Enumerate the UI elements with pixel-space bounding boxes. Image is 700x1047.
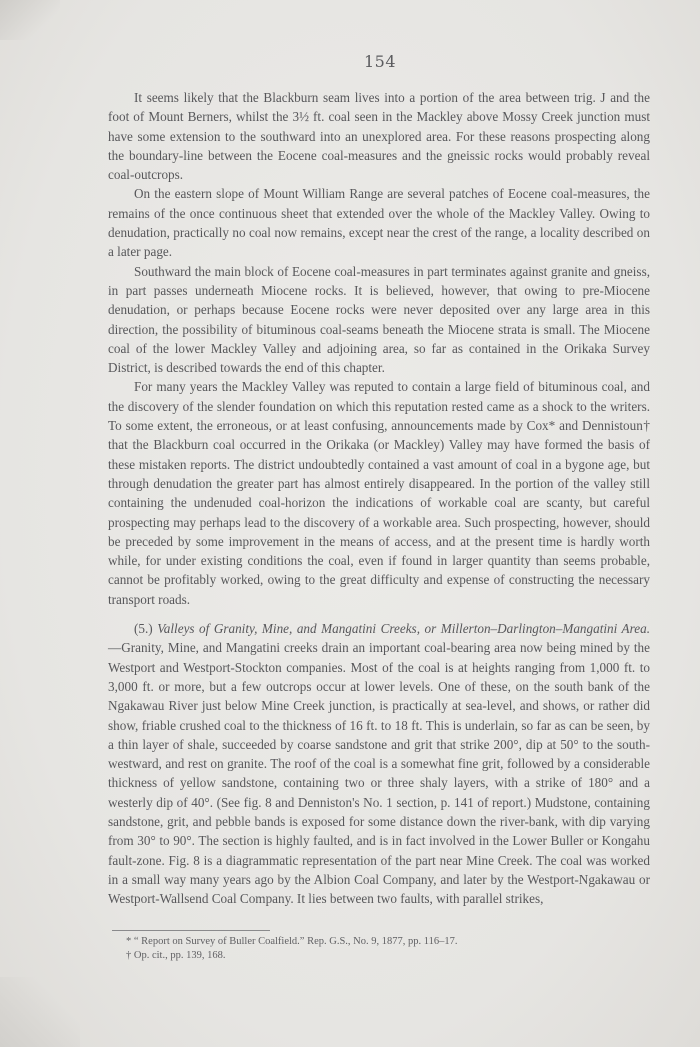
section-paragraph bbox=[108, 619, 650, 908]
footnote: * “ Report on Survey of Buller Coalfield.” Rep. G.S., No. 9, 1877, pp. 116–17. bbox=[126, 936, 458, 947]
section-text: Granity, Mine, and Mangatini creeks drain an important coal-bearing area now being mined by the Westport and Westport-Stockton companies. Most of the coal is at heights ranging from 1,000 ft. to 3,000 ft. or more, but a few outcrops occur at lower levels. One of these, on the south bank of the Ngakawau River just below Mine Creek junction, is practically at sea-level, and shows, or rather did show, friable crushed coal to the thickness of 16 ft. to 18 ft. This is underlain, so far as can be seen, by a thin layer of shale, succeeded by coarse sandstone and grit that strike 200°, dip at 50° to the south-westward, and rest on granite. The roof of the coal is a somewhat fine grit, followed by a considerable thickness of yellow sandstone, containing two or three shaly layers, with a strike of 180° and a westerly dip of 40°. (See fig. 8 and Denniston's No. 1 section, p. 141 of report.) Mudstone, containing sandstone, grit, and pebble bands is exposed for some distance down the river-bank, with dip varying from 30° to 90°. The section is highly faulted, and is in fact involved in the Lower Buller or Kongahu fault-zone. Fig. 8 is a diagrammatic representation of the part near Mine Creek. The coal was worked in a small way many years ago by the Albion Coal Company, and later by the Westport-Ngakawau or Westport-Wallsend Coal Company. It lies between two faults, with parallel strikes, bbox=[108, 640, 650, 907]
paragraph: It seems likely that the Blackburn seam lives into a portion of the area between trig. J and the foot of Mount Berners, whilst the 3½ ft. coal seen in the Mackley above Mossy Creek junction must have some extension to the southward into an unexplored area. For these reasons prospecting along the boundary-line between the Eocene coal-measures and the gneissic rocks would probably reveal coal-outcrops. bbox=[108, 90, 650, 183]
paragraph: Southward the main block of Eocene coal-measures in part terminates against granite and gneiss, in part passes underneath Miocene rocks. It is believed, however, that owing to pre-Miocene denudation, or perhaps because Eocene rocks were never deposited over any large area in this direction, the possibility of bituminous coal-seams beneath the Miocene strata is small. The Miocene coal of the lower Mackley Valley and adjoining area, so far as contained in the Orikaka Survey District, is described towards the end of this chapter. bbox=[108, 263, 650, 376]
footnote: † Op. cit., pp. 139, 168. bbox=[126, 950, 226, 961]
body-text bbox=[108, 88, 650, 908]
section-heading: Valleys of Granity, Mine, and Mangatini Creeks, or Millerton–Darlington–Mangatini Area. bbox=[157, 621, 651, 637]
page-corner-shadow bbox=[0, 977, 80, 1047]
section-dash: — bbox=[108, 640, 122, 656]
section-number: (5.) bbox=[134, 621, 153, 637]
footnotes bbox=[126, 935, 626, 963]
footnote-divider bbox=[112, 930, 270, 931]
paragraph: For many years the Mackley Valley was reputed to contain a large field of bituminous coal, and the discovery of the slender foundation on which this reputation rested came as a shock to the writers. To some extent, the erroneous, or at least confusing, announcements made by Cox* and Dennistoun† that the Blackburn coal occurred in the Orikaka (or Mackley) Valley may have formed the basis of these mistaken reports. The district undoubtedly contained a vast amount of coal in a bygone age, but through denudation the greater part has almost entirely disappeared. In the portion of the valley still containing the undenuded coal-horizon the indications of workable coal are scanty, but careful prospecting may perhaps lead to the discovery of a workable area. Such prospecting, however, should be preceded by some improvement in the means of access, and at the present time is hardly worth while, for under existing conditions the coal, even if found in larger quantity than seems probable, cannot be profitably worked, owing to the great difficulty and expense of constructing the necessary transport roads. bbox=[108, 379, 650, 607]
page-corner-shadow bbox=[0, 0, 60, 40]
page-number: 154 bbox=[363, 52, 397, 71]
paragraph: On the eastern slope of Mount William Range are several patches of Eocene coal-measures, the remains of the once continuous sheet that extended over the whole of the Mackley Valley. Owing to denudation, practically no coal now remains, except near the crest of the range, a locality described on a later page. bbox=[108, 186, 650, 260]
